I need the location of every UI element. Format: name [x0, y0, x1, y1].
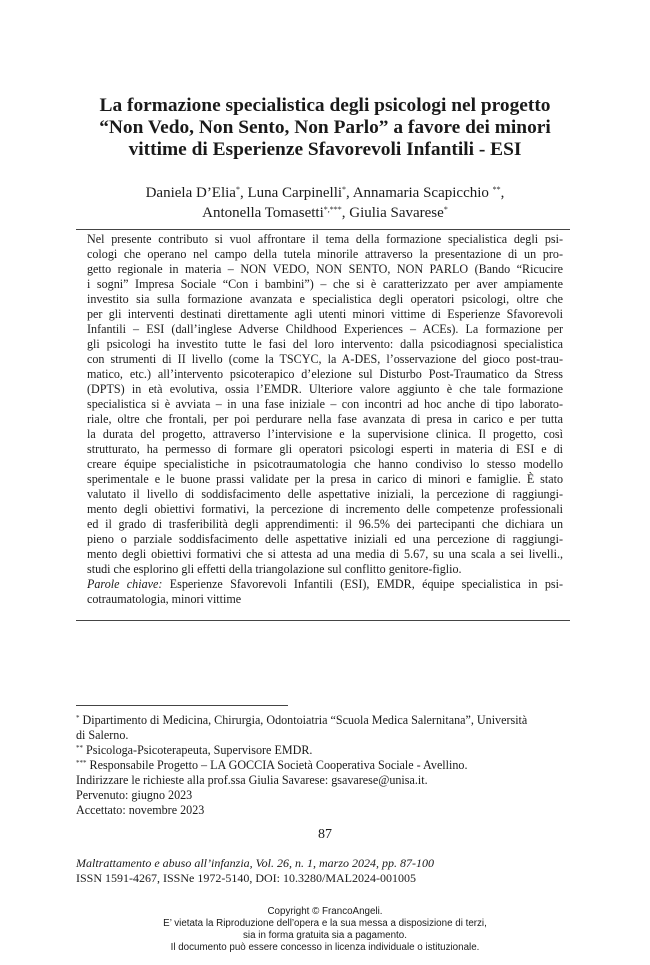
- abstract-line: gli psicologi ha investito tutte le fasi del loro intervento: dalla psicodiagnosi specialistica: [87, 337, 563, 351]
- keywords-label: Parole chiave:: [87, 577, 163, 591]
- abstract-line: con strumenti di II livello (come la TSCYC, la A-DES, l’osservazione del gioco post-trau-: [87, 352, 563, 366]
- abstract-line: sperimentale e le buone prassi validate per la presa in carico di minori e famiglie. È stato: [87, 472, 563, 486]
- keywords-line: cotraumatologia, minori vittime: [87, 592, 242, 606]
- abstract-line: Nel presente contributo si vuol affrontare il tema della formazione specialistica degli psi-: [87, 232, 563, 246]
- journal-issn: ISSN 1591-4267, ISSNe 1972-5140, DOI: 10.3280/MAL2024-001005: [76, 871, 416, 885]
- paper-title: [62, 95, 588, 161]
- abstract-line: pieno o parziale soddisfacimento delle aspettative iniziali ed una percezione di raggiungi-: [87, 532, 563, 546]
- abstract-line: mento degli obiettivi formativi, la percezione di incremento delle competenze professionali: [87, 502, 563, 516]
- received-date: Pervenuto: giugno 2023: [76, 788, 193, 802]
- abstract-line: specialistica si è avviata – in una fase iniziale – con incontri ad hoc anche di tipo laborato-: [87, 397, 563, 411]
- copyright-line: Copyright © FrancoAngeli.: [267, 906, 383, 917]
- title-line: La formazione specialistica degli psicologi nel progetto: [99, 95, 551, 116]
- footnote-affiliation-3: [76, 758, 570, 773]
- page-number: 87: [318, 827, 332, 842]
- affiliation-mark: *: [443, 205, 448, 214]
- abstract-line: studi che esplorino gli effetti della triangolazione sul conflitto genitore-figlio.: [87, 562, 462, 576]
- author-line: [62, 183, 588, 203]
- abstract-line: la durata del progetto, attraverso l’intervisione e la supervisione clinica. Il progetto, così: [87, 427, 563, 441]
- abstract-line: creare équipe specialistiche in psicotraumatologia che hanno condiviso lo stesso modello: [87, 457, 563, 471]
- affiliation-mark: **: [492, 185, 501, 194]
- author-list: [62, 183, 588, 223]
- abstract-line: valutato il livello di soddisfacimento delle aspettative iniziali, la percezione di raggiungi-: [87, 487, 563, 501]
- abstract-line: per gli interventi destinati direttamente agli utenti minori vittime di Esperienze Sfavorevoli: [87, 307, 563, 321]
- copyright-notice: [0, 906, 650, 954]
- keywords-text: Esperienze Sfavorevoli Infantili (ESI), EMDR, équipe specialistica in psi-: [162, 577, 564, 591]
- author-name: , Luna Carpinelli: [239, 185, 343, 201]
- author-name: , Giulia Savarese: [341, 205, 444, 221]
- footnotes: [76, 713, 570, 818]
- journal-info: [76, 856, 434, 886]
- copyright-line: E’ vietata la Riproduzione dell’opera e la sua messa a disposizione di terzi,: [163, 918, 487, 929]
- footnote-separator: [76, 705, 288, 706]
- abstract-line: cologi che operano nel campo della tutela minorile attraverso la presentazione di un pro-: [87, 247, 563, 261]
- footnote-text: Responsabile Progetto – LA GOCCIA Società Cooperativa Sociale - Avellino.: [86, 758, 468, 772]
- title-line: vittime di Esperienze Sfavorevoli Infantili - ESI: [128, 139, 522, 160]
- abstract-top-rule: [76, 229, 570, 230]
- footnote-affiliation-1: [76, 713, 570, 728]
- footnote-mark: ***: [76, 759, 87, 767]
- title-line: “Non Vedo, Non Sento, Non Parlo” a favore dei minori: [99, 117, 551, 138]
- author-name: Daniela D’Elia: [145, 185, 236, 201]
- author-name: Antonella Tomasetti: [202, 205, 324, 221]
- abstract-line: mento degli obiettivi formativi che si attesta ad una media di 5.67, su una scala a sei livelli.,: [87, 547, 563, 561]
- journal-citation: Maltrattamento e abuso all’infanzia, Vol. 26, n. 1, marzo 2024, pp. 87-100: [76, 856, 434, 870]
- abstract-line: riale, oltre che frontali, per poi perdurare nella fase avanzata di presa in carico e per tutta: [87, 412, 563, 426]
- author-separator: ,: [500, 185, 505, 201]
- footnote-affiliation-1-cont: di Salerno.: [76, 728, 129, 742]
- affiliation-mark: *,***: [323, 205, 342, 214]
- accepted-date: Accettato: novembre 2023: [76, 803, 205, 817]
- keywords-line: [87, 577, 563, 592]
- author-line: [62, 203, 588, 223]
- footnote-text: Dipartimento di Medicina, Chirurgia, Odontoiatria “Scuola Medica Salernitana”, Università: [79, 713, 528, 727]
- affiliation-mark: *: [342, 185, 347, 194]
- footnote-affiliation-2: [76, 743, 570, 758]
- abstract-line: investito sia sulla formazione avanzata e specialistica degli operatori psicologi, oltre che: [87, 292, 563, 306]
- abstract-line: strutturato, ha permesso di formare gli operatori psicologi esperti in materia di ESI e di: [87, 442, 563, 456]
- copyright-line: sia in forma gratuita sia a pagamento.: [243, 930, 407, 941]
- abstract-line: ed il grado di trasferibilità degli apprendimenti: il 96.5% dei partecipanti che dichiara un: [87, 517, 563, 531]
- footnote-mark: *: [76, 714, 80, 722]
- contact-line: Indirizzare le richieste alla prof.ssa Giulia Savarese: gsavarese@unisa.it.: [76, 773, 428, 787]
- copyright-line: Il documento può essere concesso in licenza individuale o istituzionale.: [170, 942, 480, 953]
- abstract-bottom-rule: [76, 620, 570, 621]
- footnote-text: Psicologa-Psicoterapeuta, Supervisore EMDR.: [83, 743, 313, 757]
- author-name: , Annamaria Scapicchio: [346, 185, 493, 201]
- affiliation-mark: *: [235, 185, 240, 194]
- footnote-mark: **: [76, 744, 83, 752]
- abstract: [87, 232, 563, 607]
- abstract-line: getto regionale in materia – NON VEDO, NON SENTO, NON PARLO (Bando “Ricucire: [87, 262, 563, 276]
- abstract-line: i sogni” Impresa Sociale “Con i bambini”) – che si è caratterizzato per aver ampiamente: [87, 277, 563, 291]
- abstract-line: Infantili – ESI (dall’inglese Adverse Childhood Experiences – ACEs). La formazione per: [87, 322, 563, 336]
- abstract-line: matico, etc.) all’intervento psicoterapico d’elezione sul Disturbo Post-Traumatico da Stress: [87, 367, 563, 381]
- abstract-line: (DPTS) in età evolutiva, ossia l’EMDR. Ulteriore valore aggiunto è che tale formazione: [87, 382, 563, 396]
